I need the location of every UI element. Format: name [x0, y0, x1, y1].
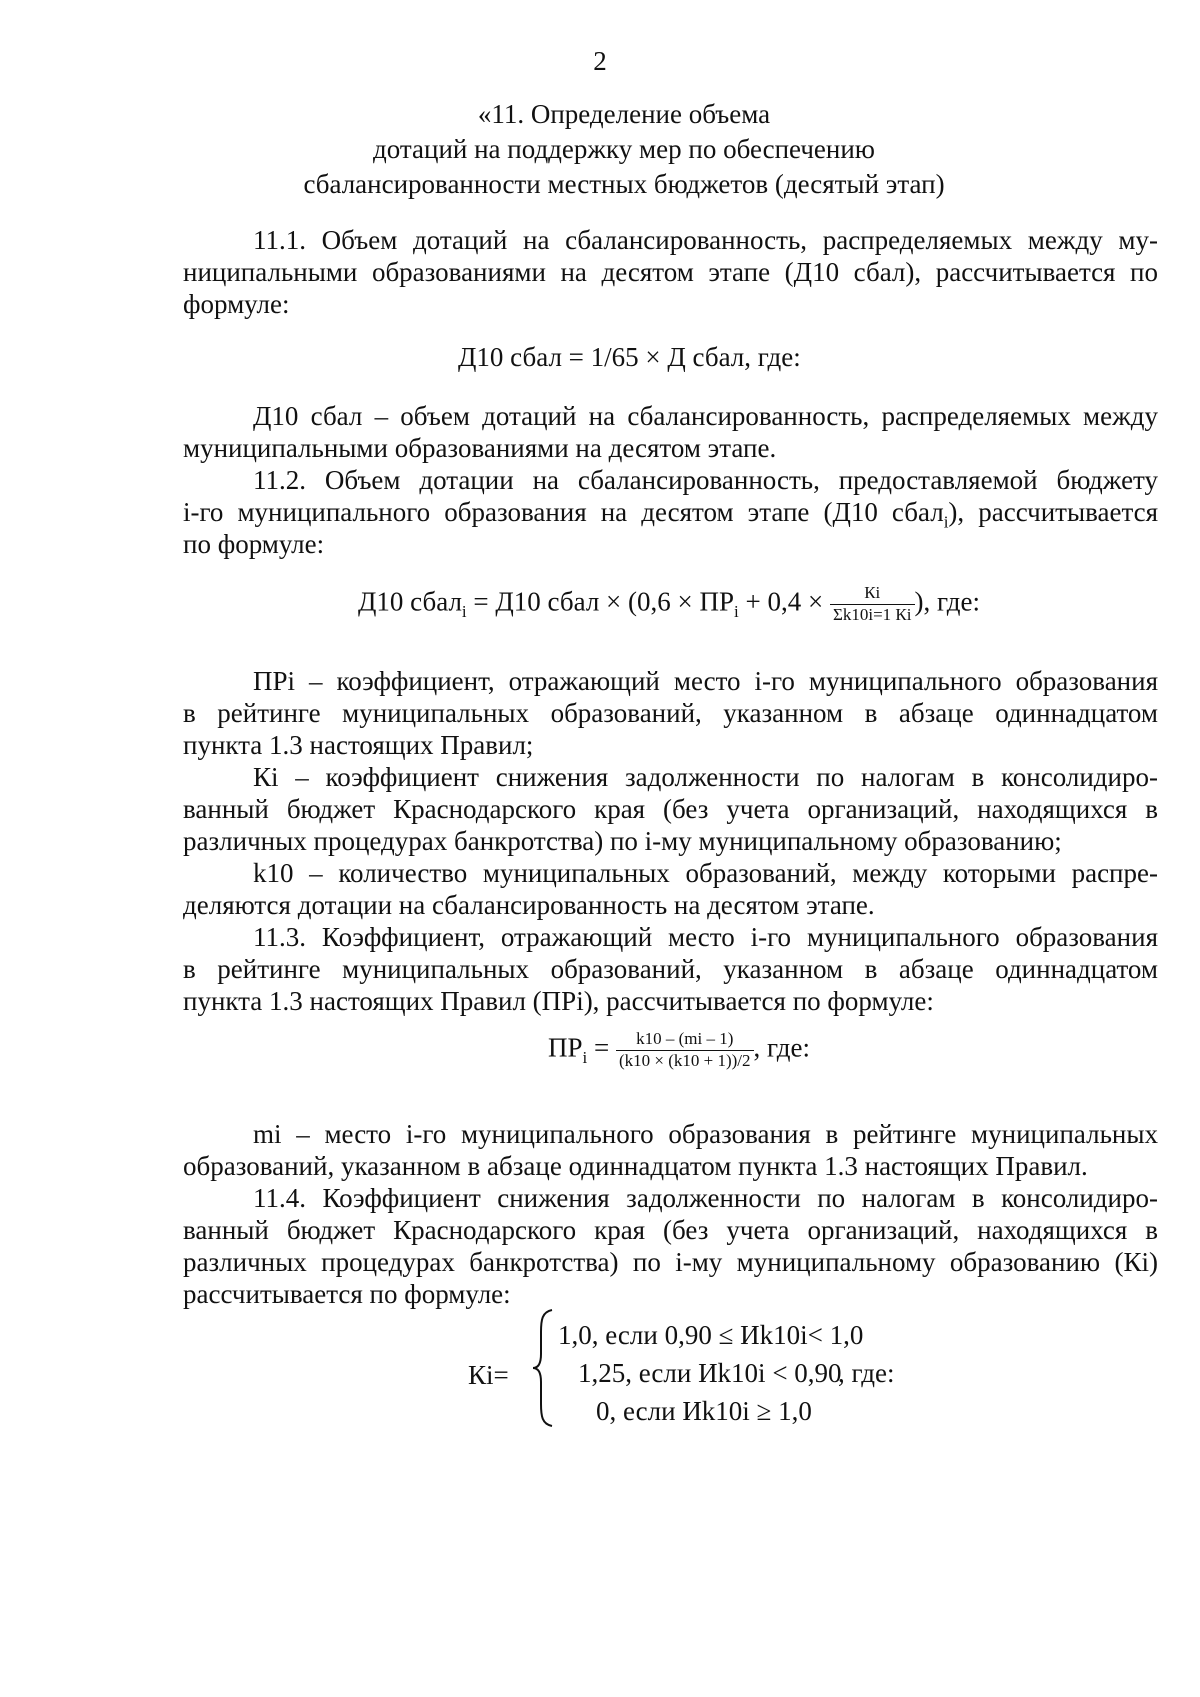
text-line: образований, указанном в абзаце одиннадцатом пункта 1.3 настоящих Правил. — [183, 1151, 1088, 1181]
fraction-numerator: k10 – (mi – 1) — [616, 1030, 754, 1051]
formula-case-1: 1,0, если 0,90 ≤ Иk10i< 1,0 — [558, 1320, 864, 1350]
heading-line-1: «11. Определение объема — [477, 99, 771, 129]
definition-k10 — [183, 857, 1158, 921]
definition-d10-sbal — [183, 400, 1158, 464]
subscript: i — [461, 601, 467, 621]
fraction — [616, 1030, 754, 1070]
heading-line-2: дотаций на поддержку мер по обеспечению — [373, 134, 875, 164]
formula-text: = — [587, 1032, 616, 1063]
subscript: i — [943, 512, 949, 532]
fraction-denominator: Σk10i=1 Кi — [832, 604, 912, 624]
text-line: 11.3. Коэффициент, отражающий место i-го муниципального образования — [253, 922, 1158, 952]
text-line: различных процедурах банкротства) по i-му муниципальному образованию (Кi) — [183, 1247, 1158, 1277]
text-line: в рейтинге муниципальных образований, указанном в абзаце одиннадцатом — [183, 954, 1158, 984]
text-line: 11.2. Объем дотации на сбалансированность, предоставляемой бюджету — [253, 465, 1158, 495]
text-line: 11.1. Объем дотаций на сбалансированность, распределяемых между му- — [253, 225, 1158, 255]
formula-tail: , где: — [838, 1358, 895, 1388]
text-line: Д10 сбал – объем дотаций на сбалансированность, распределяемых между — [253, 401, 1158, 431]
definition-k — [183, 761, 1158, 857]
text-line: деляются дотации на сбалансированность на десятом этапе. — [183, 890, 875, 920]
text-line: mi – место i-го муниципального образования в рейтинге муниципальных — [253, 1119, 1158, 1149]
left-brace-icon — [530, 1306, 556, 1430]
definition-pr — [183, 665, 1158, 761]
formula-text: = Д10 сбал × (0,6 × ПР — [466, 586, 735, 617]
fraction — [830, 584, 915, 624]
text-line: ванный бюджет Краснодарского края (без учета организаций, находящихся в — [183, 794, 1158, 824]
formula-d10-sbal-i — [358, 584, 980, 624]
formula-text: , где: — [753, 1032, 810, 1063]
text-line: Кi – коэффициент снижения задолженности по налогам в консолидиро- — [253, 762, 1158, 792]
page-number: 2 — [593, 46, 607, 76]
text-line: в рейтинге муниципальных образований, указанном в абзаце одиннадцатом — [183, 698, 1158, 728]
formula-lhs: Кi= — [468, 1360, 509, 1390]
subscript: i — [734, 601, 739, 621]
text-line: ванный бюджет Краснодарского края (без учета организаций, находящихся в — [183, 1215, 1158, 1245]
text-line: 11.4. Коэффициент снижения задолженности по налогам в консолидиро- — [253, 1183, 1158, 1213]
text-line: ПРi – коэффициент, отражающий место i-го муниципального образования — [253, 666, 1158, 696]
text-line: ниципальными образованиями на десятом этапе (Д10 сбал), рассчитывается по — [183, 257, 1158, 287]
text-fragment: i-го муниципального образования на десятом этапе (Д10 сбал — [183, 497, 944, 527]
text-fragment: ), рассчитывается — [948, 497, 1159, 527]
text-line: рассчитывается по формуле: — [183, 1279, 511, 1309]
text-line: муниципальными образованиями на десятом этапе. — [183, 433, 777, 463]
formula-case-3: 0, если Иk10i ≥ 1,0 — [596, 1396, 812, 1426]
formula-text: ПР — [548, 1032, 583, 1063]
paragraph-11-2 — [183, 464, 1158, 560]
paragraph-11-4 — [183, 1182, 1158, 1310]
paragraph-11-3 — [183, 921, 1158, 1017]
text-line: пункта 1.3 настоящих Правил (ПРi), рассчитывается по формуле: — [183, 986, 934, 1016]
text-line: различных процедурах банкротства) по i-му муниципальному образованию; — [183, 826, 1062, 856]
text-line: формуле: — [183, 289, 290, 319]
text-line: пункта 1.3 настоящих Правил; — [183, 730, 534, 760]
formula-text: ), где: — [914, 586, 980, 617]
fraction-numerator: Кi — [830, 584, 915, 605]
formula-text: + 0,4 × — [738, 586, 830, 617]
subscript: i — [582, 1047, 588, 1067]
heading-line-3: сбалансированности местных бюджетов (десятый этап) — [303, 169, 945, 199]
formula-case-2: 1,25, если Иk10i < 0,90 — [578, 1358, 842, 1388]
text-line — [183, 496, 1159, 532]
formula-d10-sbal: Д10 сбал = 1/65 × Д сбал, где: — [458, 342, 801, 372]
text-line: k10 – количество муниципальных образований, между которыми распре- — [253, 858, 1158, 888]
definition-m — [183, 1118, 1158, 1182]
fraction-denominator: (k10 × (k10 + 1))/2 — [618, 1050, 751, 1070]
formula-text: Д10 сбал — [358, 586, 462, 617]
text-line: по формуле: — [183, 529, 325, 559]
paragraph-11-1 — [183, 224, 1158, 320]
formula-pr-i — [548, 1030, 810, 1070]
